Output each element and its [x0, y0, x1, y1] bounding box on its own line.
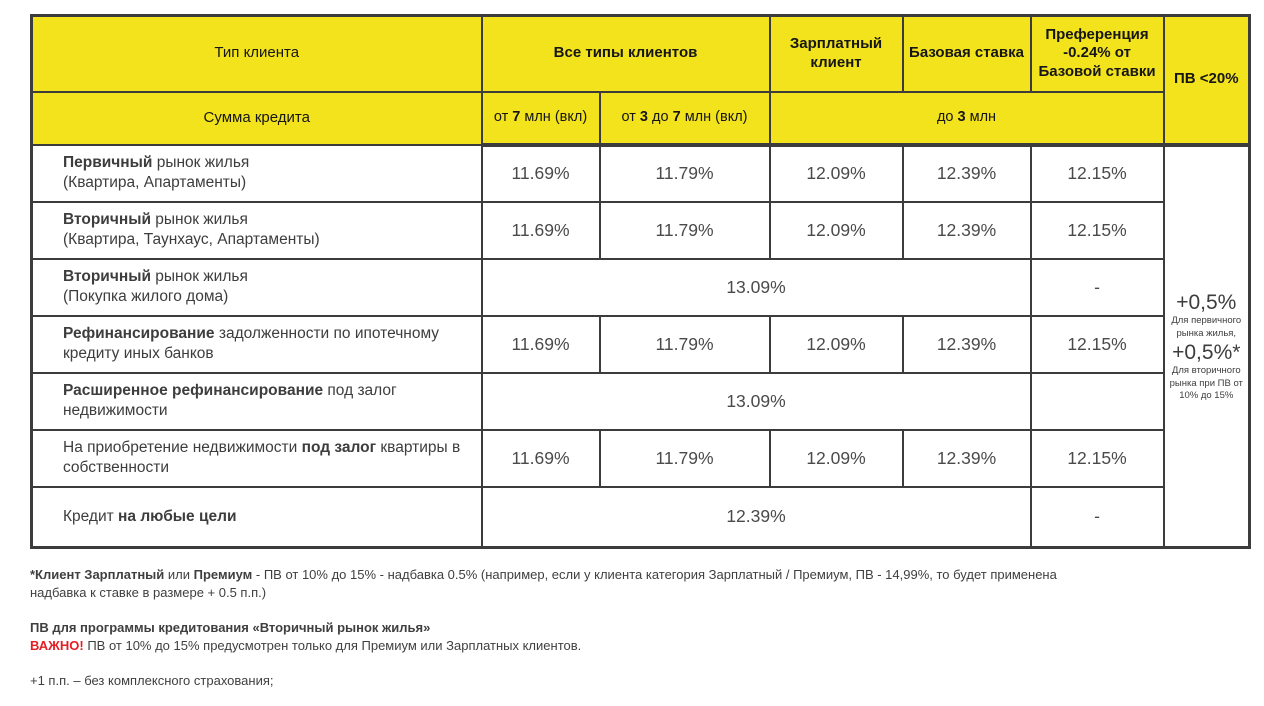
table-row — [32, 259, 1250, 316]
footnotes — [30, 566, 1190, 690]
rate-cell: 11.69% — [482, 202, 600, 259]
rate-cell: 11.79% — [600, 316, 770, 373]
rate-cell: 12.39% — [903, 430, 1031, 487]
table-row — [32, 316, 1250, 373]
footnote-salary-premium: *Клиент Зарплатный или Премиум - ПВ от 10% до 15% - надбавка 0.5% (например, если у клиента категория Зарплатный / Премиум, ПВ - 14,99%, то будет применена надбавка к ставке в размере + 0.5 п.п.) — [30, 567, 1057, 601]
table-body — [32, 145, 1250, 548]
rate-cell: 11.79% — [600, 430, 770, 487]
rate-cell: 12.09% — [770, 430, 903, 487]
rate-cell: 12.39% — [482, 487, 1031, 548]
pv-surcharge-value: +0,5% — [1176, 291, 1237, 315]
pv-surcharge-note: Для вторичного рынка при ПВ от 10% до 15% — [1169, 365, 1243, 401]
header-base-rate: Базовая ставка — [903, 16, 1031, 92]
rate-cell: 12.09% — [770, 145, 903, 202]
footnote-insurance: +1 п.п. – без комплексного страхования; — [30, 672, 274, 688]
rate-cell: 12.09% — [770, 316, 903, 373]
table-row — [32, 373, 1250, 430]
mortgage-rates-table — [30, 14, 1251, 549]
header-row-client-type — [32, 16, 1250, 92]
rate-cell: 12.39% — [903, 202, 1031, 259]
rate-cell: 11.69% — [482, 430, 600, 487]
table-row — [32, 487, 1250, 548]
pv-surcharge-cell — [1164, 145, 1250, 548]
rate-cell — [1031, 373, 1164, 430]
table-row — [32, 145, 1250, 202]
rate-cell: 12.39% — [903, 316, 1031, 373]
footnote-important: ВАЖНО! ПВ от 10% до 15% предусмотрен только для Премиум или Зарплатных клиентов. — [30, 638, 582, 654]
header-salary-client: Зарплатный клиент — [770, 16, 903, 92]
footnote-secondary-market-title: ПВ для программы кредитования «Вторичный рынок жилья» — [30, 619, 431, 635]
header-3-to-7mln: от 3 до 7 млн (вкл) — [600, 92, 770, 145]
rate-cell: 13.09% — [482, 373, 1031, 430]
header-from-7mln: от 7 млн (вкл) — [482, 92, 600, 145]
rate-cell: 13.09% — [482, 259, 1031, 316]
rate-cell: 12.15% — [1031, 430, 1164, 487]
table-row — [32, 202, 1250, 259]
rate-cell: - — [1031, 487, 1164, 548]
rate-cell: 11.69% — [482, 316, 600, 373]
table-row — [32, 430, 1250, 487]
row-label: Первичный рынок жилья (Квартира, Апартаменты) — [32, 145, 482, 202]
row-label: Вторичный рынок жилья (Покупка жилого дома) — [32, 259, 482, 316]
rate-cell: 12.39% — [903, 145, 1031, 202]
header-client-type: Тип клиента — [32, 16, 482, 92]
header-up-to-3mln: до 3 млн — [770, 92, 1164, 145]
header-loan-amount: Сумма кредита — [32, 92, 482, 145]
table-header — [32, 16, 1250, 145]
rate-cell: - — [1031, 259, 1164, 316]
pv-surcharge-value: +0,5%* — [1172, 341, 1241, 365]
header-preference: Преференция -0.24% от Базовой ставки — [1031, 16, 1164, 92]
rate-cell: 12.15% — [1031, 145, 1164, 202]
rate-cell: 12.15% — [1031, 316, 1164, 373]
header-row-loan-amount — [32, 92, 1250, 145]
header-pv-lt20: ПВ <20% — [1164, 16, 1250, 145]
rate-cell: 11.79% — [600, 202, 770, 259]
pv-surcharge-note: Для первичного рынка жилья, — [1171, 315, 1242, 339]
row-label: Расширенное рефинансирование под залог недвижимости — [32, 373, 482, 430]
row-label: Кредит на любые цели — [32, 487, 482, 548]
header-all-client-types: Все типы клиентов — [482, 16, 770, 92]
rate-cell: 11.79% — [600, 145, 770, 202]
rate-cell: 12.15% — [1031, 202, 1164, 259]
row-label: На приобретение недвижимости под залог квартиры в собственности — [32, 430, 482, 487]
rate-cell: 11.69% — [482, 145, 600, 202]
row-label: Вторичный рынок жилья (Квартира, Таунхаус, Апартаменты) — [32, 202, 482, 259]
rate-cell: 12.09% — [770, 202, 903, 259]
row-label: Рефинансирование задолженности по ипотечному кредиту иных банков — [32, 316, 482, 373]
